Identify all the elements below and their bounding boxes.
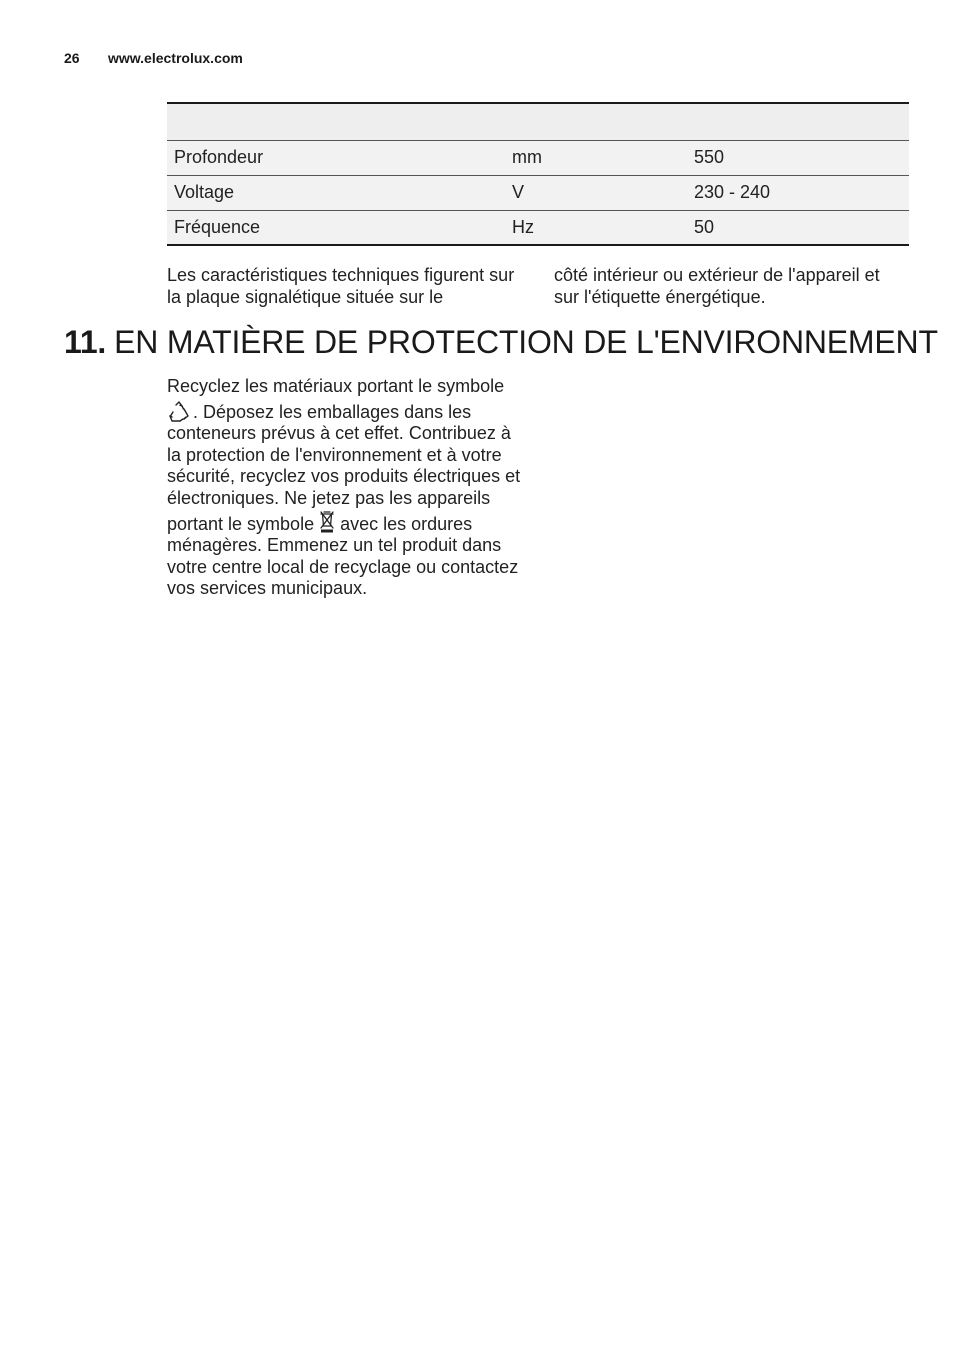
spec-value: 550 [694, 147, 725, 167]
paragraph-text-1: Recyclez les matériaux portant le symbole [167, 376, 505, 396]
page-number: 26 [64, 50, 80, 66]
section-number: 11. [64, 324, 107, 360]
table-row [167, 210, 909, 245]
spec-unit: mm [512, 147, 542, 167]
note-right-column: côté intérieur ou extérieur de l'appareil et sur l'étiquette énergétique. [554, 265, 880, 307]
spec-unit: Hz [512, 216, 534, 237]
spec-unit: V [512, 182, 525, 202]
table-row [167, 175, 909, 210]
spec-name: Voltage [174, 182, 235, 202]
spec-value: 230 - 240 [694, 182, 771, 202]
spec-name: Profondeur [174, 147, 264, 167]
paragraph-text-3: avec les ordures ménagères. Emmenez un tel produit dans votre centre local de recyclage ou contactez vos services municipaux. [167, 513, 519, 599]
website-url: www.electrolux.com [108, 50, 243, 66]
technical-data-note [167, 264, 909, 308]
note-left-column: Les caractéristiques techniques figurent sur la plaque signalétique située sur le [167, 265, 515, 307]
paragraph-text-2: . Déposez les emballages dans les conteneurs prévus à cet effet. Contribuez à la protection de l'environnement et à votre sécurité, recyclez vos produits électriques et électroniques. Ne jetez pas les appareils portant le symbole [167, 401, 521, 534]
crossed-bin-icon [319, 510, 335, 534]
spec-value: 50 [694, 216, 715, 237]
technical-data-table [167, 102, 909, 246]
table-row [167, 140, 909, 175]
page-header [64, 50, 243, 66]
environment-paragraph [167, 376, 527, 600]
spec-name: Fréquence [174, 216, 261, 237]
table-header-row [167, 103, 909, 140]
section-title: EN MATIÈRE DE PROTECTION DE L'ENVIRONNEMENT [114, 324, 938, 360]
section-heading [64, 322, 938, 362]
